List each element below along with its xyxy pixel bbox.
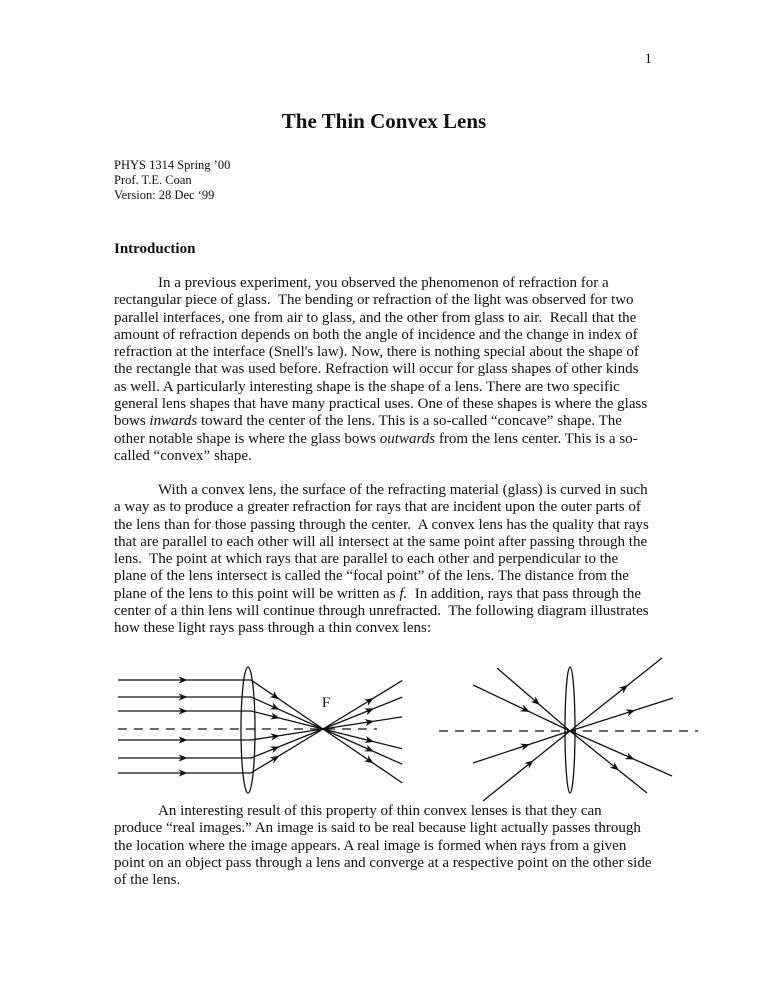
text-segment: lens. The point at which rays that are parallel to each other and perpendicular to the <box>114 551 619 568</box>
document-title: The Thin Convex Lens <box>281 109 487 133</box>
diverging-ray <box>371 717 403 722</box>
text-segment: produce “real images.” An image is said to be real because light actually passes through <box>114 820 641 837</box>
text-line <box>114 586 674 603</box>
central-ray <box>526 731 570 745</box>
central-ray <box>526 710 570 731</box>
course-meta <box>114 158 230 203</box>
text-line <box>114 448 674 465</box>
text-segment: general lens shapes that have many practical uses. One of these shapes is where the glass <box>114 396 648 413</box>
refracted-ray <box>276 697 323 729</box>
text-line <box>114 620 674 637</box>
text-line <box>114 838 674 855</box>
diverging-ray <box>371 741 403 749</box>
central-ray <box>473 745 526 763</box>
course-line: PHYS 1314 Spring ’00 <box>114 158 231 172</box>
diverging-ray <box>323 729 371 761</box>
central-ray <box>616 768 647 793</box>
text-segment: a way as to produce a greater refraction for rays that are incident upon the outer parts of <box>114 499 641 516</box>
refracted-ray <box>251 680 276 697</box>
text-segment: the rectangle that was used before. Refraction will occur for glass shapes of other kinds <box>114 361 639 378</box>
text-line <box>114 310 674 327</box>
text-segment: With a convex lens, the surface of the refracting material (glass) is curved in such <box>158 482 648 498</box>
refracted-ray <box>276 729 323 758</box>
text-line <box>114 855 674 872</box>
diverging-ray <box>371 681 403 700</box>
central-ray <box>570 731 616 768</box>
diverging-ray <box>371 697 403 710</box>
text-segment: called “convex” shape. <box>114 447 252 464</box>
text-line <box>114 603 674 620</box>
italic-text: outwards <box>379 430 436 447</box>
central-ray <box>570 687 625 731</box>
text-segment: In addition, rays that pass through the <box>407 585 642 602</box>
text-segment: that are parallel to each other will all intersect at the same point after passing through the <box>114 533 648 550</box>
text-segment: the lens than for those passing through the center. A convex lens has the quality that rays <box>114 516 649 533</box>
text-segment: other notable shape is where the glass bows <box>114 430 380 447</box>
text-line <box>114 292 674 309</box>
text-segment: point on an object pass through a lens and converge at a respective point on the other side <box>114 854 652 871</box>
parallel-rays-focus-diagram <box>118 667 402 793</box>
text-line <box>114 275 674 292</box>
text-line <box>114 344 674 361</box>
central-ray <box>473 685 526 710</box>
central-ray <box>625 658 662 687</box>
text-segment: center of a thin lens will continue through unrefracted. The following diagram illustrates <box>114 603 649 620</box>
text-segment: as well. A particularly interesting shape is the shape of a lens. There are two specific <box>114 378 620 395</box>
central-ray <box>570 731 631 758</box>
text-segment: how these light rays pass through a thin convex lens: <box>114 620 432 637</box>
text-segment: refraction at the interface (Snell's law). Now, there is nothing special about the shape of <box>114 344 639 361</box>
page-number: 1 <box>644 51 652 67</box>
text-line <box>114 396 674 413</box>
text-line <box>114 517 674 534</box>
text-line <box>114 534 674 551</box>
paragraph-3 <box>114 803 674 889</box>
text-line <box>114 482 674 499</box>
text-line <box>114 872 674 889</box>
paragraph-1 <box>114 275 674 465</box>
text-line <box>114 820 674 837</box>
text-segment: An interesting result of this property of thin convex lenses is that they can <box>158 803 602 819</box>
italic-text: inwards <box>149 413 198 430</box>
text-line <box>114 568 674 585</box>
paragraph-2 <box>114 482 674 638</box>
central-ray <box>497 668 537 703</box>
text-segment: plane of the lens intersect is called the “focal point” of the lens. The distance from the <box>114 568 629 585</box>
text-line <box>114 327 674 344</box>
author-line: Prof. T.E. Coan <box>114 173 192 187</box>
text-segment: of the lens. <box>114 872 181 889</box>
convex-lens <box>241 667 255 793</box>
version-line: Version: 28 Dec ‘99 <box>114 188 215 202</box>
focal-point-label: F <box>321 695 331 711</box>
text-segment: amount of refraction depends on both the angle of incidence and the change in index of <box>114 326 638 343</box>
text-line <box>114 803 674 820</box>
central-ray <box>570 711 632 731</box>
diverging-ray <box>323 710 371 729</box>
text-segment: parallel interfaces, one from air to glass, and the other from glass to air. Recall that the <box>114 309 637 326</box>
convex-lens-ray-diagram <box>0 640 768 810</box>
text-line <box>114 413 674 430</box>
italic-text: f. <box>399 585 408 602</box>
central-ray <box>483 763 531 802</box>
diverging-ray <box>371 750 403 764</box>
diverging-ray <box>371 761 403 783</box>
text-segment: the location where the image appears. A real image is formed when rays from a given <box>114 837 627 854</box>
text-line <box>114 379 674 396</box>
text-segment: In a previous experiment, you observed the phenomenon of refraction for a <box>158 275 609 291</box>
text-segment: bows <box>114 413 150 430</box>
text-line <box>114 499 674 516</box>
text-segment: toward the center of the lens. This is a so-called “concave” shape. The <box>197 413 622 430</box>
central-rays-diagram <box>439 658 698 801</box>
section-heading-introduction: Introduction <box>114 241 196 257</box>
text-segment: rectangular piece of glass. The bending or refraction of the light was observed for two <box>114 292 634 309</box>
central-ray <box>632 698 673 711</box>
central-ray <box>631 758 672 776</box>
text-line <box>114 551 674 568</box>
refracted-ray <box>276 729 323 748</box>
text-segment: plane of the lens to this point will be written as <box>114 585 400 602</box>
central-ray <box>531 731 570 763</box>
text-segment: from the lens center. This is a so- <box>435 430 638 447</box>
text-line <box>114 431 674 448</box>
text-line <box>114 361 674 378</box>
